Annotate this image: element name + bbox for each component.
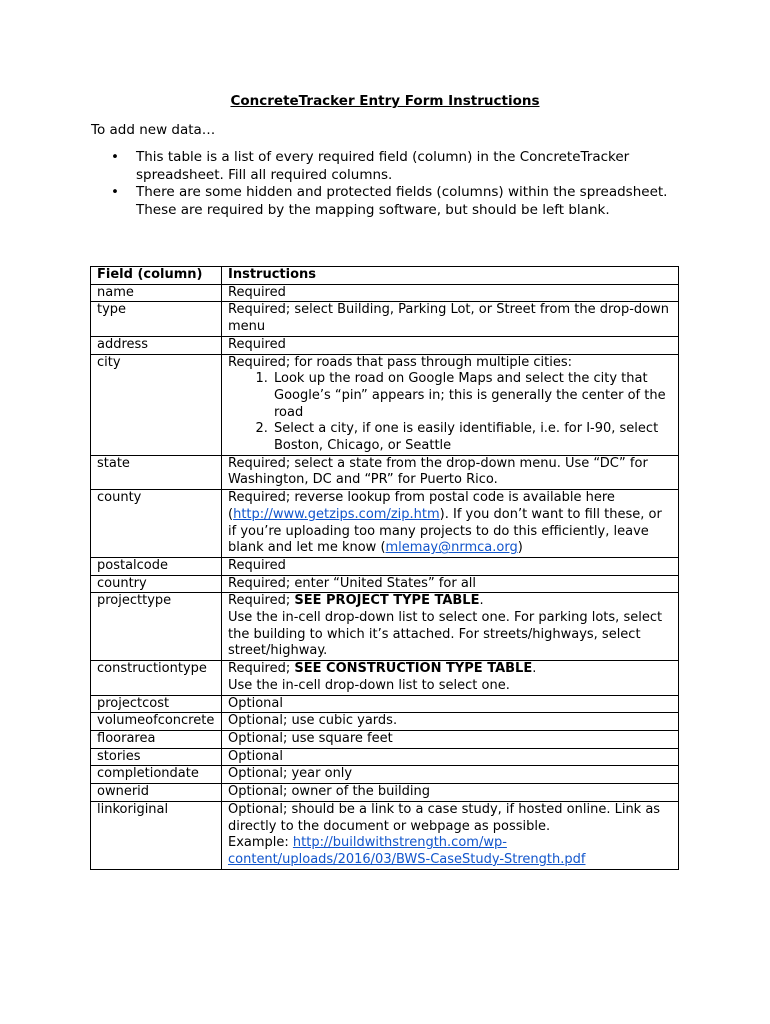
constructiontype-pre: Required; xyxy=(228,661,295,677)
table-row xyxy=(91,766,679,784)
instruction-cell xyxy=(222,490,679,558)
instruction-cell: Required xyxy=(222,557,679,575)
case-study-link[interactable]: http://buildwithstrength.com/wp-content/uploads/2016/03/BWS-CaseStudy-Strength.pdf xyxy=(228,835,586,867)
constructiontype-detail: Use the in-cell drop-down list to select one. xyxy=(228,677,510,693)
page-title: ConcreteTracker Entry Form Instructions xyxy=(230,93,540,109)
projecttype-detail: Use the in-cell drop-down list to select one. For parking lots, select the building to which it’s attached. For streets/highways, select street/highway. xyxy=(228,610,663,659)
instruction-cell: Optional; use cubic yards. xyxy=(222,713,679,731)
field-name: ownerid xyxy=(91,784,222,802)
projecttype-emphasis: SEE PROJECT TYPE TABLE xyxy=(294,593,480,609)
instruction-cell xyxy=(222,354,679,455)
list-item: 2. Select a city, if one is easily identifiable, i.e. for I-90, select Boston, Chicago, or Seattle xyxy=(272,421,672,454)
instruction-cell xyxy=(222,593,679,661)
instruction-cell: Optional xyxy=(222,748,679,766)
list-item: • There are some hidden and protected fields (columns) within the spreadsheet. These are required by the mapping software, but should be left blank. xyxy=(91,184,681,219)
instruction-cell: Optional; use square feet xyxy=(222,730,679,748)
instruction-cell: Required; select Building, Parking Lot, or Street from the drop-down menu xyxy=(222,302,679,336)
table-row xyxy=(91,801,679,869)
list-item: 1. Look up the road on Google Maps and select the city that Google’s “pin” appears in; this is generally the center of the road xyxy=(272,371,672,421)
field-name: name xyxy=(91,284,222,302)
table-row xyxy=(91,593,679,661)
instruction-cell: Required; select a state from the drop-down menu. Use “DC” for Washington, DC and “PR” for Puerto Rico. xyxy=(222,455,679,489)
constructiontype-post: . xyxy=(532,661,537,677)
header-field: Field (column) xyxy=(91,267,222,285)
header-instructions: Instructions xyxy=(222,267,679,285)
field-name: county xyxy=(91,490,222,558)
table-row xyxy=(91,695,679,713)
getzips-link[interactable]: http://www.getzips.com/zip.htm xyxy=(233,506,440,522)
field-name: projecttype xyxy=(91,593,222,661)
instruction-cell: Optional xyxy=(222,695,679,713)
table-row xyxy=(91,575,679,593)
field-name: completiondate xyxy=(91,766,222,784)
field-name: city xyxy=(91,354,222,455)
table-row xyxy=(91,730,679,748)
field-name: linkoriginal xyxy=(91,801,222,869)
instruction-cell xyxy=(222,661,679,695)
instruction-cell xyxy=(222,801,679,869)
list-item: • This table is a list of every required field (column) in the ConcreteTracker spreadsheet. Fill all required columns. xyxy=(91,149,681,184)
field-name: postalcode xyxy=(91,557,222,575)
example-label: Example: xyxy=(228,835,293,851)
city-steps xyxy=(228,371,672,455)
table-row xyxy=(91,784,679,802)
instruction-cell: Optional; year only xyxy=(222,766,679,784)
fields-table xyxy=(90,266,679,870)
table-row xyxy=(91,302,679,336)
table-row xyxy=(91,748,679,766)
county-text-1: Required; reverse lookup from postal code is available here ( xyxy=(228,490,615,522)
city-intro: Required; for roads that pass through multiple cities: xyxy=(228,354,572,370)
field-name: floorarea xyxy=(91,730,222,748)
linkoriginal-text: Optional; should be a link to a case study, if hosted online. Link as directly to the document or webpage as possible. xyxy=(228,801,661,834)
field-name: constructiontype xyxy=(91,661,222,695)
instruction-cell: Required xyxy=(222,284,679,302)
constructiontype-emphasis: SEE CONSTRUCTION TYPE TABLE xyxy=(294,661,533,677)
field-name: type xyxy=(91,302,222,336)
field-name: volumeofconcrete xyxy=(91,713,222,731)
field-name: state xyxy=(91,455,222,489)
table-header-row xyxy=(91,267,679,285)
table-row xyxy=(91,713,679,731)
table-row xyxy=(91,284,679,302)
projecttype-pre: Required; xyxy=(228,593,295,609)
table-row xyxy=(91,490,679,558)
field-name: country xyxy=(91,575,222,593)
table-row xyxy=(91,336,679,354)
county-text-2: ). If you don’t want to fill these, or if you’re uploading too many projects to do this efficiently, leave blank and let me know ( xyxy=(228,506,662,556)
table-row xyxy=(91,661,679,695)
table-row xyxy=(91,455,679,489)
instruction-cell: Required; enter “United States” for all xyxy=(222,575,679,593)
instruction-list xyxy=(91,149,681,219)
county-text-3: ) xyxy=(517,540,523,556)
field-name: stories xyxy=(91,748,222,766)
instruction-cell: Required xyxy=(222,336,679,354)
intro-text: To add new data… xyxy=(91,122,216,138)
field-name: address xyxy=(91,336,222,354)
email-link[interactable]: mlemay@nrmca.org xyxy=(385,540,518,556)
table-row xyxy=(91,557,679,575)
instruction-cell: Optional; owner of the building xyxy=(222,784,679,802)
field-name: projectcost xyxy=(91,695,222,713)
table-row xyxy=(91,354,679,455)
projecttype-post: . xyxy=(479,593,484,609)
